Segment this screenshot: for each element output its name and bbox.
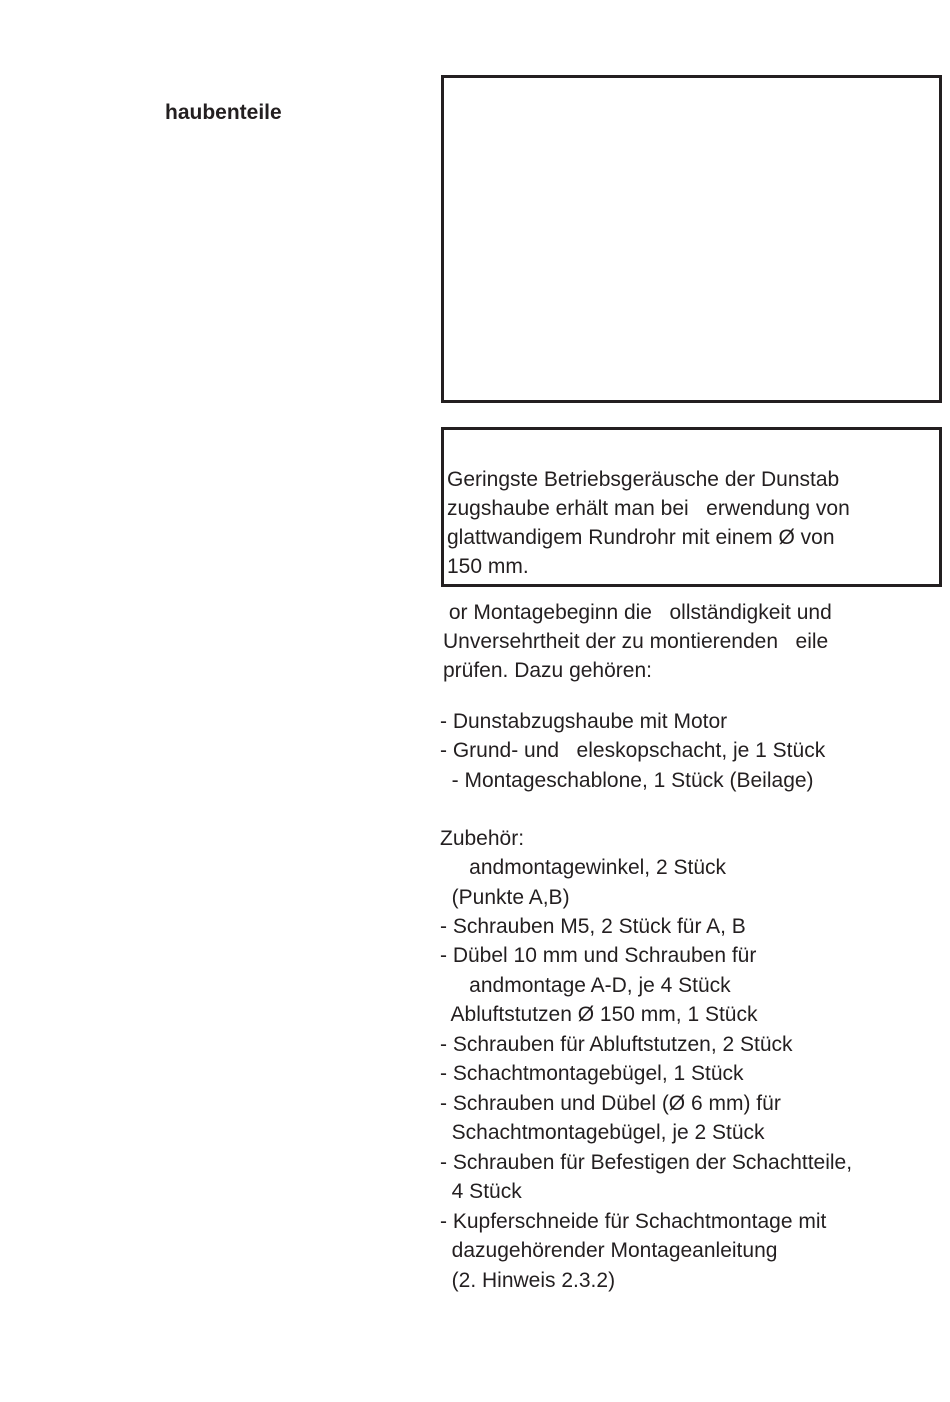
- accessories-list-item: Abluftstutzen Ø 150 mm, 1 Stück: [440, 1003, 758, 1026]
- accessories-list-item: (Punkte A,B): [440, 886, 570, 909]
- parts-list-item: - Grund- und eleskopschacht, je 1 Stück: [440, 739, 826, 762]
- accessories-list-item: andmontagewinkel, 2 Stück: [440, 856, 726, 879]
- accessories-list-item: (2. Hinweis 2.3.2): [440, 1269, 616, 1292]
- note-line: Geringste Betriebsgeräusche der Dunstab: [447, 468, 840, 491]
- note-line: glattwandigem Rundrohr mit einem Ø von: [447, 526, 835, 549]
- accessories-list-item: Schachtmontagebügel, je 2 Stück: [440, 1121, 765, 1144]
- accessories-list-item: dazugehörender Montageanleitung: [440, 1239, 778, 1262]
- accessories-list-item: andmontage A-D, je 4 Stück: [440, 974, 731, 997]
- intro-line: prüfen. Dazu gehören:: [443, 659, 652, 682]
- accessories-list-item: 4 Stück: [440, 1180, 522, 1203]
- accessories-list-item: - Schrauben für Befestigen der Schachtteile,: [440, 1151, 853, 1174]
- parts-list-item: - Dunstabzugshaube mit Motor: [440, 710, 728, 733]
- accessories-title: Zubehör:: [440, 827, 525, 850]
- section-heading: haubenteile: [165, 101, 282, 124]
- accessories-list-item: - Schrauben M5, 2 Stück für A, B: [440, 915, 746, 938]
- accessories-list-item: - Kupferschneide für Schachtmontage mit: [440, 1210, 827, 1233]
- intro-line: or Montagebeginn die ollständigkeit und: [443, 601, 832, 624]
- accessories-list-item: - Schrauben und Dübel (Ø 6 mm) für: [440, 1092, 781, 1115]
- note-line: zugshaube erhält man bei erwendung von: [447, 497, 850, 520]
- accessories-list-item: - Schrauben für Abluftstutzen, 2 Stück: [440, 1033, 793, 1056]
- parts-list-item: - Montageschablone, 1 Stück (Beilage): [440, 769, 814, 792]
- accessories-list-item: - Schachtmontagebügel, 1 Stück: [440, 1062, 744, 1085]
- figure-frame: [441, 75, 942, 403]
- note-box: [441, 427, 942, 587]
- note-line: 150 mm.: [447, 555, 529, 578]
- accessories-list-item: - Dübel 10 mm und Schrauben für: [440, 944, 757, 967]
- intro-line: Unversehrtheit der zu montierenden eile: [443, 630, 829, 653]
